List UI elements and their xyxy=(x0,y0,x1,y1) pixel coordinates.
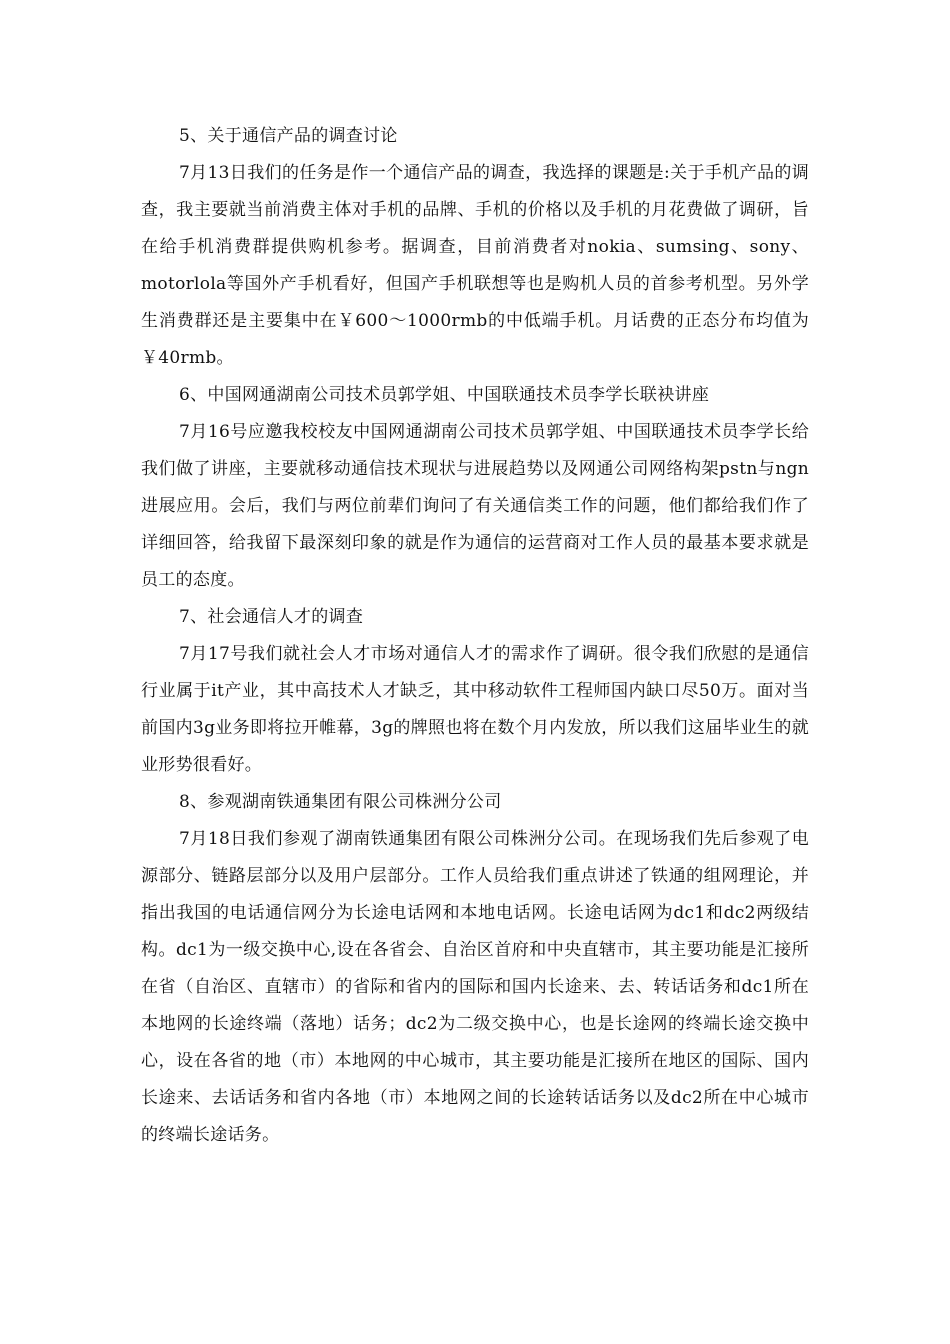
section-paragraph-7: 7月17号我们就社会人才市场对通信人才的需求作了调研。很令我们欣慰的是通信行业属于it产业，其中高技术人才缺乏，其中移动软件工程师国内缺口尽50万。面对当前国内3g业务即将拉开帷幕，3g的牌照也将在数个月内发放，所以我们这届毕业生的就业形势很看好。 xyxy=(141,644,809,775)
section-heading-6: 6、中国网通湖南公司技术员郭学姐、中国联通技术员李学长联袂讲座 xyxy=(179,385,710,405)
document-body xyxy=(141,118,809,1154)
section-paragraph-5: 7月13日我们的任务是作一个通信产品的调查，我选择的课题是:关于手机产品的调查，我主要就当前消费主体对手机的品牌、手机的价格以及手机的月花费做了调研，旨在给手机消费群提供购机参考。据调查，目前消费者对nokia、sumsing、sony、motorlola等国外产手机看好，但国产手机联想等也是购机人员的首参考机型。另外学生消费群还是主要集中在￥600～1000rmb的中低端手机。月话费的正态分布均值为￥40rmb。 xyxy=(141,163,809,368)
section-paragraph-6: 7月16号应邀我校校友中国网通湖南公司技术员郭学姐、中国联通技术员李学长给我们做了讲座，主要就移动通信技术现状与进展趋势以及网通公司网络构架pstn与ngn进展应用。会后，我们与两位前辈们询问了有关通信类工作的问题，他们都给我们作了详细回答，给我留下最深刻印象的就是作为通信的运营商对工作人员的最基本要求就是员工的态度。 xyxy=(141,422,809,590)
section-heading-7: 7、社会通信人才的调查 xyxy=(179,607,364,627)
section-heading-8: 8、参观湖南铁通集团有限公司株洲分公司 xyxy=(179,792,502,812)
section-paragraph-8: 7月18日我们参观了湖南铁通集团有限公司株洲分公司。在现场我们先后参观了电源部分、链路层部分以及用户层部分。工作人员给我们重点讲述了铁通的组网理论，并指出我国的电话通信网分为长途电话网和本地电话网。长途电话网为dc1和dc2两级结构。dc1为一级交换中心,设在各省会、自治区首府和中央直辖市，其主要功能是汇接所在省（自治区、直辖市）的省际和省内的国际和国内长途来、去、转话话务和dc1所在本地网的长途终端（落地）话务；dc2为二级交换中心，也是长途网的终端长途交换中心，设在各省的地（市）本地网的中心城市，其主要功能是汇接所在地区的国际、国内长途来、去话话务和省内各地（市）本地网之间的长途转话话务以及dc2所在中心城市的终端长途话务。 xyxy=(141,829,809,1145)
section-heading-5: 5、关于通信产品的调查讨论 xyxy=(179,126,398,146)
